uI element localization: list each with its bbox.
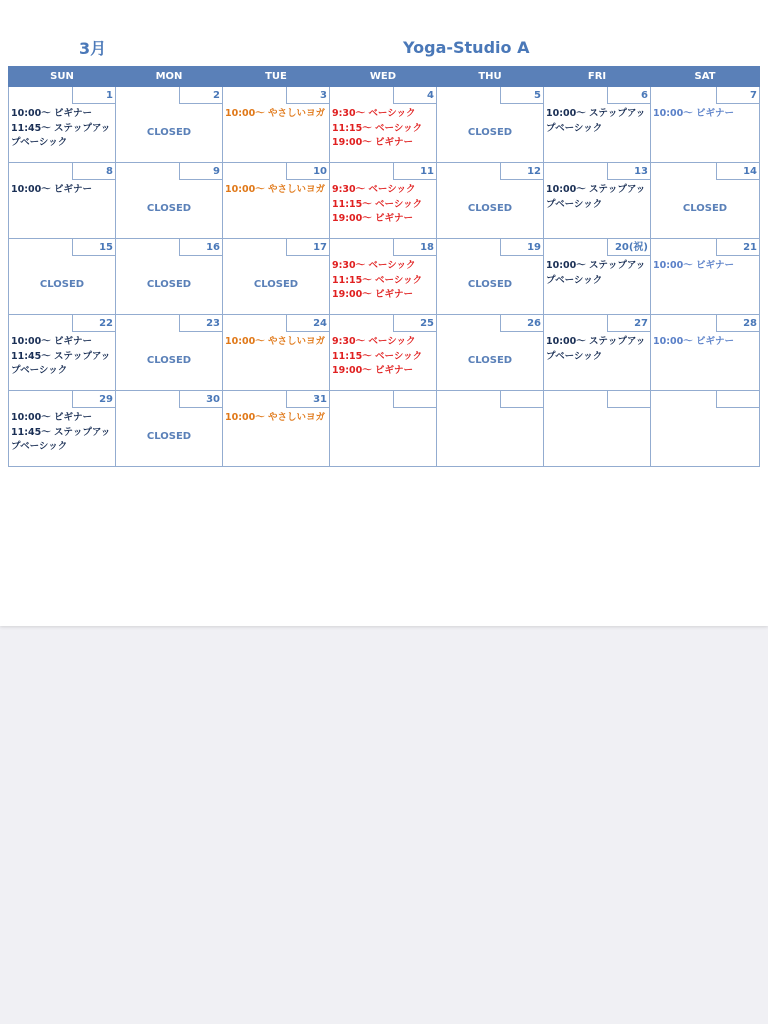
- day-cell: [116, 163, 223, 239]
- week-row: [9, 87, 760, 163]
- day-cell: [651, 391, 760, 467]
- day-cell: [9, 315, 116, 391]
- day-cell: [116, 87, 223, 163]
- closed-label: CLOSED: [146, 431, 192, 442]
- week-row: [9, 391, 760, 467]
- date-number: 11: [393, 163, 437, 181]
- day-cell: [9, 87, 116, 163]
- day-cell: [330, 391, 437, 467]
- day-cell: [651, 315, 760, 391]
- date-number: 7: [716, 87, 760, 105]
- class-entry: 9:30～ ベーシック: [332, 108, 416, 119]
- class-entry: 11:45～ ステップアップベーシック: [11, 122, 111, 148]
- date-number: [607, 391, 651, 409]
- weekday-sat: SAT: [651, 67, 760, 87]
- closed-label: CLOSED: [467, 355, 513, 366]
- closed-label: CLOSED: [39, 279, 85, 290]
- class-entry: 10:00～ やさしいヨガ: [225, 184, 326, 195]
- month-title: 3月: [79, 39, 107, 58]
- date-number: 29: [72, 391, 116, 409]
- week-row: [9, 315, 760, 391]
- day-cell: [544, 315, 651, 391]
- date-number: 5: [500, 87, 544, 105]
- date-number: 18: [393, 239, 437, 257]
- day-cell: [330, 163, 437, 239]
- week-row: [9, 163, 760, 239]
- date-number: 2: [179, 87, 223, 105]
- closed-label: CLOSED: [253, 279, 299, 290]
- day-cell: [544, 391, 651, 467]
- class-entry: 10:00～ ビギナー: [653, 108, 735, 119]
- day-cell: [9, 391, 116, 467]
- class-entry: 19:00～ ビギナー: [332, 213, 414, 224]
- date-number: 16: [179, 239, 223, 257]
- date-number: 1: [72, 87, 116, 105]
- date-number: 24: [286, 315, 330, 333]
- weekday-tue: TUE: [223, 67, 330, 87]
- weekday-thu: THU: [437, 67, 544, 87]
- day-cell: [437, 391, 544, 467]
- date-number: 14: [716, 163, 760, 181]
- day-cell: [223, 315, 330, 391]
- day-cell: [651, 239, 760, 315]
- day-cell: [9, 239, 116, 315]
- closed-label: CLOSED: [467, 279, 513, 290]
- date-number: 3: [286, 87, 330, 105]
- date-number: 28: [716, 315, 760, 333]
- class-entry: 10:00～ ビギナー: [11, 184, 93, 195]
- class-entry: 10:00～ ビギナー: [653, 336, 735, 347]
- day-cell: [116, 315, 223, 391]
- date-number: 9: [179, 163, 223, 181]
- class-entry: 9:30～ ベーシック: [332, 184, 416, 195]
- class-entry: 10:00～ ビギナー: [653, 260, 735, 271]
- studio-title: Yoga-Studio A: [403, 38, 530, 57]
- class-entry: 10:00～ ステップアップベーシック: [546, 260, 646, 286]
- date-number: 26: [500, 315, 544, 333]
- week-row: [9, 239, 760, 315]
- day-cell: [544, 163, 651, 239]
- class-entry: 19:00～ ビギナー: [332, 365, 414, 376]
- day-cell: [9, 163, 116, 239]
- date-number: [716, 391, 760, 409]
- weekday-sun: SUN: [9, 67, 116, 87]
- class-entry: 10:00～ やさしいヨガ: [225, 108, 326, 119]
- date-number: 31: [286, 391, 330, 409]
- day-cell: [116, 239, 223, 315]
- class-entry: 11:15～ ベーシック: [332, 198, 423, 210]
- weekday-header-row: [9, 67, 760, 87]
- date-number: 22: [72, 315, 116, 333]
- class-entry: 10:00～ やさしいヨガ: [225, 336, 326, 347]
- closed-label: CLOSED: [146, 279, 192, 290]
- day-cell: [223, 391, 330, 467]
- class-entry: 9:30～ ベーシック: [332, 336, 416, 347]
- weekday-mon: MON: [116, 67, 223, 87]
- closed-label: CLOSED: [682, 203, 728, 214]
- closed-label: CLOSED: [146, 203, 192, 214]
- weekday-fri: FRI: [544, 67, 651, 87]
- date-number: 13: [607, 163, 651, 181]
- date-number: 8: [72, 163, 116, 181]
- class-entry: 9:30～ ベーシック: [332, 260, 416, 271]
- closed-label: CLOSED: [467, 203, 513, 214]
- day-cell: [116, 391, 223, 467]
- class-entry: 19:00～ ビギナー: [332, 289, 414, 300]
- day-cell: [544, 239, 651, 315]
- date-number: 6: [607, 87, 651, 105]
- class-entry: 11:15～ ベーシック: [332, 122, 423, 134]
- date-number: 19: [500, 239, 544, 257]
- date-number: 12: [500, 163, 544, 181]
- date-number: 30: [179, 391, 223, 409]
- closed-label: CLOSED: [146, 127, 192, 138]
- day-cell: [437, 239, 544, 315]
- class-entry: 10:00～ ステップアップベーシック: [546, 108, 646, 134]
- weekday-wed: WED: [330, 67, 437, 87]
- calendar-table: [8, 66, 760, 467]
- day-cell: [223, 163, 330, 239]
- class-entry: 11:15～ ベーシック: [332, 350, 423, 362]
- closed-label: CLOSED: [467, 127, 513, 138]
- date-number: 27: [607, 315, 651, 333]
- day-cell: [437, 87, 544, 163]
- day-cell: [330, 87, 437, 163]
- day-cell: [651, 163, 760, 239]
- date-number: 4: [393, 87, 437, 105]
- class-entry: 10:00～ ビギナー: [11, 412, 93, 423]
- date-number: 20(祝): [607, 239, 651, 257]
- class-entry: 10:00～ ステップアップベーシック: [546, 184, 646, 210]
- date-number: 21: [716, 239, 760, 257]
- date-number: [500, 391, 544, 409]
- date-number: 23: [179, 315, 223, 333]
- class-entry: 10:00～ やさしいヨガ: [225, 412, 326, 423]
- class-entry: 19:00～ ビギナー: [332, 137, 414, 148]
- class-entry: 10:00～ ステップアップベーシック: [546, 336, 646, 362]
- date-number: [393, 391, 437, 409]
- date-number: 10: [286, 163, 330, 181]
- date-number: 17: [286, 239, 330, 257]
- date-number: 25: [393, 315, 437, 333]
- class-entry: 11:45～ ステップアップベーシック: [11, 350, 111, 376]
- day-cell: [651, 87, 760, 163]
- date-number: 15: [72, 239, 116, 257]
- class-entry: 11:45～ ステップアップベーシック: [11, 426, 111, 452]
- day-cell: [437, 163, 544, 239]
- closed-label: CLOSED: [146, 355, 192, 366]
- day-cell: [437, 315, 544, 391]
- class-entry: 10:00～ ビギナー: [11, 336, 93, 347]
- day-cell: [330, 315, 437, 391]
- day-cell: [330, 239, 437, 315]
- class-entry: 11:15～ ベーシック: [332, 274, 423, 286]
- day-cell: [544, 87, 651, 163]
- class-entry: 10:00～ ビギナー: [11, 108, 93, 119]
- day-cell: [223, 239, 330, 315]
- day-cell: [223, 87, 330, 163]
